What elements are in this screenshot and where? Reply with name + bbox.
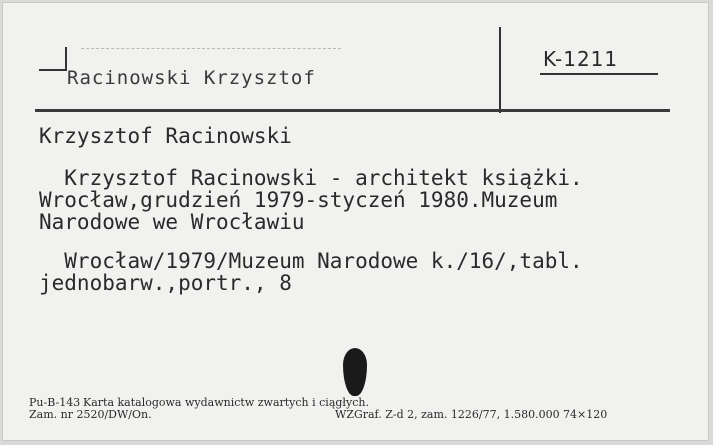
author-line: Krzysztof Racinowski (39, 124, 292, 148)
catalog-card (2, 2, 709, 441)
header-vertical-rule (499, 27, 501, 113)
description-line-2: Wrocław,grudzień 1979-styczeń 1980.Muzeum (39, 188, 558, 212)
imprint-line-1: Wrocław/1979/Muzeum Narodowe k./16/,tabl. (39, 249, 583, 273)
description-line-3: Narodowe we Wrocławiu (39, 210, 305, 234)
signature-underline (540, 73, 658, 75)
footer-printer-info: WZGraf. Z-d 2, zam. 1226/77, 1.580.000 74×120 (335, 408, 608, 421)
ink-blot (343, 348, 367, 396)
description-line-1: Krzysztof Racinowski - architekt książki. (39, 166, 583, 190)
header-name: Racinowski Krzysztof (67, 67, 316, 89)
entry-body (39, 125, 689, 294)
header-corner-mark (39, 47, 67, 71)
imprint-line-2: jednobarw.,portr., 8 (39, 271, 292, 295)
shelf-signature: K-1211 (543, 47, 619, 71)
footer-order-number: Zam. nr 2520/DW/On. (29, 408, 152, 421)
footer-card-type: Karta katalogowa wydawnictw zwartych i ciągłych. (83, 396, 369, 409)
header-dashed-line (81, 48, 341, 49)
header-rule (35, 109, 670, 112)
card-footer (29, 397, 709, 421)
footer-form-code: Pu-B-143 (29, 396, 81, 409)
